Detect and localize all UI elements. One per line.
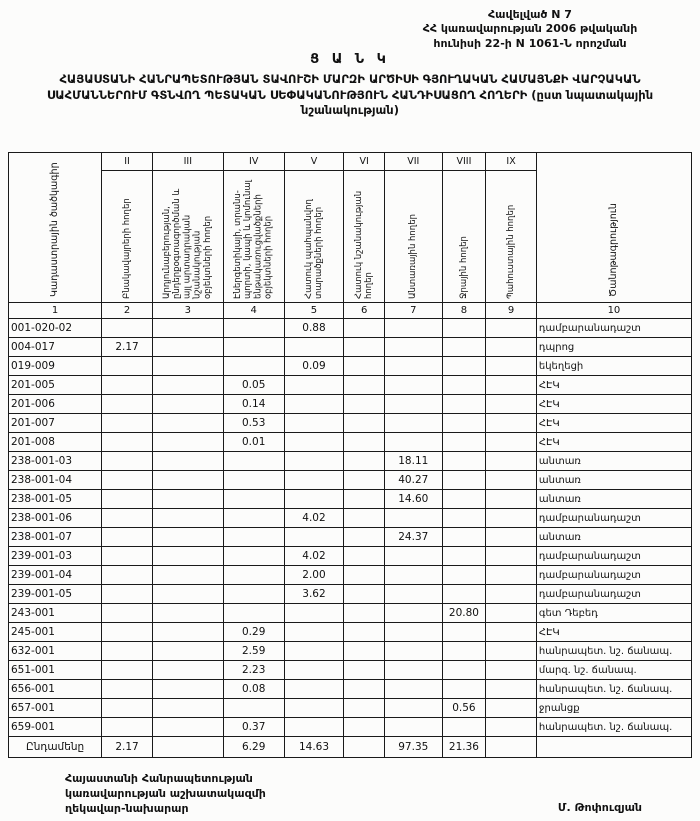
area-value-cell [486, 509, 537, 528]
cadastral-code-cell: 245-001 [9, 623, 102, 642]
area-value-cell [284, 718, 344, 737]
cadastral-code-cell: 201-005 [9, 376, 102, 395]
area-value-cell [344, 395, 385, 414]
area-value-cell [102, 547, 153, 566]
table-row [9, 357, 692, 376]
area-value-cell [102, 661, 153, 680]
area-value-cell [223, 604, 284, 623]
roman-numeral-row [9, 153, 692, 171]
roman-cell-iii: III [152, 153, 223, 171]
area-value-cell [152, 528, 223, 547]
col-number-9: 9 [486, 303, 537, 319]
table-row [9, 338, 692, 357]
area-value-cell [152, 585, 223, 604]
area-value-cell [284, 490, 344, 509]
area-value-cell [223, 528, 284, 547]
area-value-cell [152, 623, 223, 642]
col-number-7: 7 [384, 303, 442, 319]
note-cell: անտառ [536, 452, 691, 471]
area-value-cell [344, 604, 385, 623]
area-value-cell [384, 680, 442, 699]
area-value-cell [102, 357, 153, 376]
cadastral-code-cell: 238-001-04 [9, 471, 102, 490]
area-value-cell [152, 680, 223, 699]
area-value-cell: 0.88 [284, 319, 344, 338]
area-value-cell [152, 604, 223, 623]
roman-cell-vi: VI [344, 153, 385, 171]
col-number-4: 4 [223, 303, 284, 319]
area-value-cell [442, 623, 486, 642]
roman-cell-ix: IX [486, 153, 537, 171]
note-cell: դամբարանադաշտ [536, 547, 691, 566]
area-value-cell: 4.02 [284, 509, 344, 528]
area-value-cell: 0.56 [442, 699, 486, 718]
note-cell: ջրանցք [536, 699, 691, 718]
area-value-cell [442, 718, 486, 737]
area-value-cell [442, 433, 486, 452]
area-value-cell [486, 661, 537, 680]
area-value-cell [486, 376, 537, 395]
area-value-cell [284, 604, 344, 623]
area-value-cell [102, 319, 153, 338]
area-value-cell [284, 528, 344, 547]
cadastral-code-cell: 238-001-05 [9, 490, 102, 509]
area-value-cell [486, 566, 537, 585]
area-value-cell [152, 357, 223, 376]
note-cell: ՀԷԿ [536, 376, 691, 395]
area-value-cell [344, 718, 385, 737]
area-value-cell [344, 528, 385, 547]
note-cell: ՀԷԿ [536, 623, 691, 642]
area-value-cell [384, 566, 442, 585]
cadastral-code-cell: 019-009 [9, 357, 102, 376]
total-label: Ընդամենը [9, 737, 102, 758]
area-value-cell: 0.14 [223, 395, 284, 414]
area-value-cell [442, 642, 486, 661]
area-value-cell [102, 395, 153, 414]
signer-position-line-2: կառավարության աշխատակազմի [65, 786, 266, 800]
area-value-cell [442, 528, 486, 547]
area-value-cell [344, 680, 385, 699]
area-value-cell [223, 566, 284, 585]
area-value-cell: 2.00 [284, 566, 344, 585]
area-value-cell [442, 471, 486, 490]
note-cell: դպրոց [536, 338, 691, 357]
area-value-cell [223, 585, 284, 604]
area-value-cell [442, 357, 486, 376]
area-value-cell [223, 452, 284, 471]
area-value-cell [344, 414, 385, 433]
note-cell: դամբարանադաշտ [536, 319, 691, 338]
area-value-cell: 18.11 [384, 452, 442, 471]
note-cell: ՀԷԿ [536, 433, 691, 452]
signature-block [0, 772, 700, 817]
table-row [9, 718, 692, 737]
roman-cell-vii: VII [384, 153, 442, 171]
area-value-cell [344, 319, 385, 338]
col-number-6: 6 [344, 303, 385, 319]
area-value-cell [102, 680, 153, 699]
area-value-cell [223, 357, 284, 376]
area-value-cell [384, 623, 442, 642]
area-value-cell [344, 490, 385, 509]
area-value-cell [284, 452, 344, 471]
area-value-cell [284, 699, 344, 718]
cadastral-code-cell: 201-006 [9, 395, 102, 414]
cadastral-code-cell: 238-001-07 [9, 528, 102, 547]
cadastral-code-cell: 656-001 [9, 680, 102, 699]
area-value-cell [102, 471, 153, 490]
area-value-cell [442, 376, 486, 395]
area-value-cell [486, 338, 537, 357]
note-cell: դամբարանադաշտ [536, 509, 691, 528]
column-header-infrastructure: Էներգետիկայի, տրանսպորտի, կապի և կոմունալ ենթակառուցվածքների օբյեկտների հողեր [223, 171, 284, 303]
table-row [9, 642, 692, 661]
total-value-9 [486, 737, 537, 758]
area-value-cell [102, 623, 153, 642]
area-value-cell [223, 699, 284, 718]
area-value-cell [442, 680, 486, 699]
cadastral-code-cell: 632-001 [9, 642, 102, 661]
area-value-cell [384, 338, 442, 357]
area-value-cell [223, 319, 284, 338]
area-value-cell: 0.09 [284, 357, 344, 376]
area-value-cell [223, 547, 284, 566]
total-value-8: 21.36 [442, 737, 486, 758]
signer-position-line-1: Հայաստանի Հանրապետության [65, 772, 253, 785]
table-row [9, 490, 692, 509]
area-value-cell: 0.29 [223, 623, 284, 642]
area-value-cell [152, 547, 223, 566]
table-row [9, 471, 692, 490]
area-value-cell [486, 395, 537, 414]
area-value-cell [152, 566, 223, 585]
area-value-cell [284, 395, 344, 414]
area-value-cell [344, 585, 385, 604]
area-value-cell [442, 319, 486, 338]
appendix-line-3: հունիսի 22-ի N 1061-Ն որոշման [433, 36, 627, 50]
area-value-cell [384, 642, 442, 661]
table-row [9, 699, 692, 718]
note-cell: դամբարանադաշտ [536, 566, 691, 585]
note-cell: եկեղեցի [536, 357, 691, 376]
column-header-protected: Հատուկ պահպանվող տարածքների հողեր [284, 171, 344, 303]
total-value-6 [344, 737, 385, 758]
area-value-cell: 0.05 [223, 376, 284, 395]
area-value-cell [152, 471, 223, 490]
note-cell: հանրապետ. նշ. ճանապ. [536, 680, 691, 699]
note-cell: ՀԷԿ [536, 395, 691, 414]
note-cell: անտառ [536, 471, 691, 490]
area-value-cell [442, 661, 486, 680]
area-value-cell [344, 699, 385, 718]
cadastral-code-cell: 239-001-04 [9, 566, 102, 585]
area-value-cell [486, 357, 537, 376]
area-value-cell [344, 471, 385, 490]
area-value-cell [486, 604, 537, 623]
area-value-cell [344, 642, 385, 661]
area-value-cell [486, 547, 537, 566]
area-value-cell [442, 585, 486, 604]
note-cell: անտառ [536, 490, 691, 509]
area-value-cell [152, 433, 223, 452]
appendix-block [370, 8, 690, 51]
column-header-forest: Անտառային հողեր [384, 171, 442, 303]
note-cell: անտառ [536, 528, 691, 547]
area-value-cell [384, 699, 442, 718]
area-value-cell [486, 433, 537, 452]
area-value-cell: 40.27 [384, 471, 442, 490]
area-value-cell [486, 490, 537, 509]
area-value-cell [284, 680, 344, 699]
area-value-cell [344, 661, 385, 680]
signer-position-line-3: ղեկավար-նախարար [65, 801, 189, 815]
area-value-cell [102, 414, 153, 433]
doc-type-title: Ց Ա Ն Կ [310, 52, 390, 67]
area-value-cell: 2.17 [102, 338, 153, 357]
table-row [9, 395, 692, 414]
cadastral-code-cell: 001-020-02 [9, 319, 102, 338]
col-number-10: 10 [536, 303, 691, 319]
area-value-cell: 0.08 [223, 680, 284, 699]
area-value-cell [284, 433, 344, 452]
area-value-cell [152, 642, 223, 661]
roman-cell-v: V [284, 153, 344, 171]
area-value-cell [442, 414, 486, 433]
appendix-line-1: Հավելված N 7 [488, 8, 572, 21]
note-header: Ծանոթագրություն [608, 202, 620, 297]
area-value-cell [384, 376, 442, 395]
cadastral-code-cell: 651-001 [9, 661, 102, 680]
appendix-line-2: ՀՀ կառավարության 2006 թվականի [422, 22, 638, 36]
note-cell: գետ Դեբեդ [536, 604, 691, 623]
col-number-3: 3 [152, 303, 223, 319]
cadastral-code-cell: 238-001-06 [9, 509, 102, 528]
area-value-cell [486, 319, 537, 338]
cadastral-code-cell: 243-001 [9, 604, 102, 623]
area-value-cell [152, 319, 223, 338]
area-value-cell [223, 471, 284, 490]
area-value-cell: 3.62 [284, 585, 344, 604]
area-value-cell [152, 414, 223, 433]
cadastral-code-cell: 004-017 [9, 338, 102, 357]
area-value-cell [384, 585, 442, 604]
area-value-cell [344, 509, 385, 528]
table-row [9, 433, 692, 452]
area-value-cell [102, 585, 153, 604]
area-value-cell [152, 395, 223, 414]
total-value-2: 2.17 [102, 737, 153, 758]
total-value-5: 14.63 [284, 737, 344, 758]
cadastral-code-header: Կադաստրային ծածկագիր [49, 161, 61, 297]
area-value-cell [102, 528, 153, 547]
corner-header-cell [9, 153, 102, 303]
area-value-cell [102, 718, 153, 737]
table-row [9, 319, 692, 338]
col-number-2: 2 [102, 303, 153, 319]
cadastral-code-cell: 201-007 [9, 414, 102, 433]
area-value-cell [223, 509, 284, 528]
area-value-cell [344, 566, 385, 585]
area-value-cell [442, 490, 486, 509]
area-value-cell: 4.02 [284, 547, 344, 566]
total-value-4: 6.29 [223, 737, 284, 758]
area-value-cell [384, 319, 442, 338]
column-number-row [9, 303, 692, 319]
area-value-cell [384, 433, 442, 452]
table-row [9, 623, 692, 642]
roman-cell-ii: II [102, 153, 153, 171]
area-value-cell [486, 623, 537, 642]
area-value-cell [442, 566, 486, 585]
area-value-cell [486, 718, 537, 737]
area-value-cell [284, 642, 344, 661]
note-header-cell [536, 153, 691, 303]
note-cell: մարզ. նշ. ճանապ. [536, 661, 691, 680]
note-cell: ՀԷԿ [536, 414, 691, 433]
area-value-cell: 24.37 [384, 528, 442, 547]
area-value-cell [223, 490, 284, 509]
area-value-cell [384, 718, 442, 737]
area-value-cell [284, 471, 344, 490]
area-value-cell [102, 433, 153, 452]
area-value-cell [384, 357, 442, 376]
signer-name: Մ. Թոփուզյան [557, 800, 642, 814]
area-value-cell [384, 604, 442, 623]
column-header-reserve: Պահուստային հողեր [486, 171, 537, 303]
table-body [9, 319, 692, 737]
total-note [536, 737, 691, 758]
cadastral-code-cell: 239-001-03 [9, 547, 102, 566]
col-number-1: 1 [9, 303, 102, 319]
note-cell: դամբարանադաշտ [536, 585, 691, 604]
area-value-cell [284, 661, 344, 680]
area-value-cell [152, 661, 223, 680]
area-value-cell [102, 604, 153, 623]
total-row [9, 737, 692, 758]
area-value-cell: 0.01 [223, 433, 284, 452]
area-value-cell [442, 395, 486, 414]
area-value-cell [152, 338, 223, 357]
note-cell: հանրապետ. նշ. ճանապ. [536, 718, 691, 737]
col-number-8: 8 [442, 303, 486, 319]
area-value-cell: 0.53 [223, 414, 284, 433]
area-value-cell [486, 699, 537, 718]
area-value-cell [284, 414, 344, 433]
area-value-cell: 2.23 [223, 661, 284, 680]
cadastral-code-cell: 201-008 [9, 433, 102, 452]
area-value-cell [486, 680, 537, 699]
cadastral-code-cell: 659-001 [9, 718, 102, 737]
area-value-cell [102, 490, 153, 509]
roman-cell-iv: IV [223, 153, 284, 171]
area-value-cell [486, 452, 537, 471]
area-value-cell [344, 338, 385, 357]
total-value-3 [152, 737, 223, 758]
doc-title: ՀԱՅԱՍՏԱՆԻ ՀԱՆՐԱՊԵՏՈՒԹՅԱՆ ՏԱՎՈՒՇԻ ՄԱՐԶԻ ԱՐԾԻՍԻ ԳՅՈՒՂԱԿԱՆ ՀԱՄԱՅՆՔԻ ՎԱՐՉԱԿԱՆ ՍԱՀՄԱՆՆԵՐՈՒՄ ԳՏՆՎՈՂ ՊԵՏԱԿԱՆ ՍԵՓԱԿԱՆՈՒԹՅՈՒՆ ՀԱՆԴԻՍԱՑՈՂ ՀՈՂԵՐԻ (ըստ նպատակային նշանակության) [46, 72, 654, 118]
cadastral-code-cell: 657-001 [9, 699, 102, 718]
roman-cell-viii: VIII [442, 153, 486, 171]
area-value-cell [442, 338, 486, 357]
area-value-cell [152, 376, 223, 395]
area-value-cell [344, 623, 385, 642]
cadastral-code-cell: 239-001-05 [9, 585, 102, 604]
total-value-7: 97.35 [384, 737, 442, 758]
table-row [9, 528, 692, 547]
table-row [9, 452, 692, 471]
area-value-cell [486, 414, 537, 433]
area-value-cell [152, 699, 223, 718]
area-value-cell [486, 642, 537, 661]
area-value-cell [442, 547, 486, 566]
area-value-cell [344, 452, 385, 471]
area-value-cell [102, 509, 153, 528]
area-value-cell [284, 376, 344, 395]
area-value-cell [384, 661, 442, 680]
area-value-cell [344, 376, 385, 395]
column-header-water: Ջրային հողեր [442, 171, 486, 303]
area-value-cell: 2.59 [223, 642, 284, 661]
area-value-cell [284, 623, 344, 642]
table-row [9, 509, 692, 528]
table-row [9, 585, 692, 604]
area-value-cell [223, 338, 284, 357]
area-value-cell [344, 547, 385, 566]
column-header-special: Հատուկ նշանակության հողեր [344, 171, 385, 303]
area-value-cell [384, 414, 442, 433]
table-row [9, 604, 692, 623]
area-value-cell [152, 490, 223, 509]
area-value-cell [102, 699, 153, 718]
table-row [9, 376, 692, 395]
signer-position [65, 772, 266, 817]
table-row [9, 414, 692, 433]
area-value-cell [384, 395, 442, 414]
area-value-cell [102, 642, 153, 661]
area-value-cell [344, 433, 385, 452]
table-row [9, 680, 692, 699]
land-table [8, 152, 692, 758]
area-value-cell [442, 452, 486, 471]
area-value-cell [152, 509, 223, 528]
area-value-cell: 20.80 [442, 604, 486, 623]
table-row [9, 661, 692, 680]
area-value-cell [384, 547, 442, 566]
table-row [9, 547, 692, 566]
area-value-cell [152, 452, 223, 471]
area-value-cell [442, 509, 486, 528]
area-value-cell [284, 338, 344, 357]
area-value-cell [486, 585, 537, 604]
col-number-5: 5 [284, 303, 344, 319]
area-value-cell: 14.60 [384, 490, 442, 509]
area-value-cell: 0.37 [223, 718, 284, 737]
area-value-cell [384, 509, 442, 528]
area-value-cell [486, 528, 537, 547]
area-value-cell [102, 452, 153, 471]
area-value-cell [102, 376, 153, 395]
area-value-cell [344, 357, 385, 376]
cadastral-code-cell: 238-001-03 [9, 452, 102, 471]
column-header-industrial: Արդյունաբերության, ընդերքօգտագործման և այլ արտադրական նշանակության օբյեկտների հողեր [152, 171, 223, 303]
note-cell: հանրապետ. նշ. ճանապ. [536, 642, 691, 661]
area-value-cell [152, 718, 223, 737]
area-value-cell [486, 471, 537, 490]
table-row [9, 566, 692, 585]
area-value-cell [102, 566, 153, 585]
column-header-settlement: Բնակավայրերի հողեր [102, 171, 153, 303]
